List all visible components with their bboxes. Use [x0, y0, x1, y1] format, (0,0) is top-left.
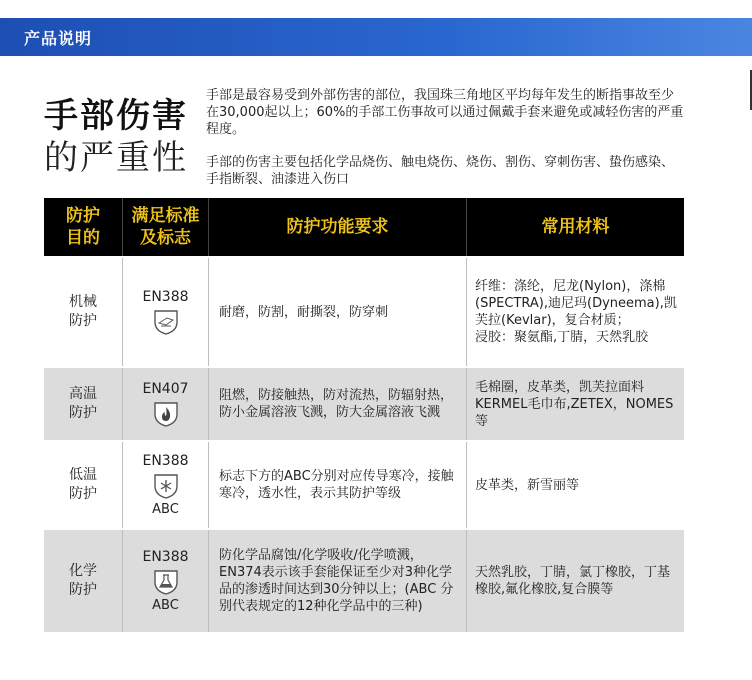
- row-materials: [466, 258, 684, 366]
- row-requirement-text: 耐磨，防割，耐撕裂，防穿刺: [219, 304, 389, 320]
- row-purpose-label: 高温 防护: [69, 386, 97, 421]
- row-requirement: [208, 368, 466, 440]
- intro-paragraph-1: 手部是最容易受到外部伤害的部位，我国珠三角地区平均每年发生的断指事故至少在30,000起以上；60%的手部工伤事故可以通过佩戴手套来避免或减轻伤害的严重程度。: [206, 88, 684, 137]
- row-standard: [122, 368, 208, 440]
- table-header: [44, 198, 684, 256]
- headline-line2: 的严重性: [44, 138, 188, 178]
- row-materials: [466, 530, 684, 632]
- row-purpose: [44, 530, 122, 632]
- row-materials-text: 毛棉圈，皮革类，凯芙拉面料KERMEL毛巾布,ZETEX，NOMES等: [475, 379, 674, 429]
- standard-code: EN407: [142, 380, 189, 397]
- header-standard-label: 满足标准 及标志: [131, 206, 200, 248]
- row-requirement: [208, 530, 466, 632]
- intro-paragraph-2: 手部的伤害主要包括化学品烧伤、触电烧伤、烧伤、割伤、穿刺伤害、蛰伤感染、手指断裂、油漆进入伤口: [206, 155, 675, 187]
- headline-line1: 手部伤害: [44, 96, 188, 136]
- row-requirement-text: 标志下方的ABC分别对应传导寒冷，接触寒冷，透水性，表示其防护等级: [219, 469, 454, 501]
- row-standard: [122, 442, 208, 528]
- header-requirement-label: 防护功能要求: [286, 217, 389, 237]
- mechanical-shield-icon: [153, 308, 179, 336]
- row-purpose-label: 化学 防护: [69, 563, 97, 598]
- banner-title: 产品说明: [24, 29, 93, 48]
- header-purpose-label: 防护 目的: [66, 206, 100, 248]
- row-standard: [122, 258, 208, 366]
- table-row: [44, 366, 684, 440]
- row-requirement-text: 阻燃，防接触热，防对流热，防辐射热，防小金属溶液飞溅，防大金属溶液飞溅: [219, 388, 454, 420]
- row-purpose-label: 低温 防护: [69, 467, 97, 502]
- flame-shield-icon: [153, 400, 179, 428]
- intro-text: [206, 87, 686, 188]
- section-banner: [0, 18, 752, 56]
- row-purpose-label: 机械 防护: [69, 294, 97, 329]
- standard-levels: ABC: [152, 501, 179, 517]
- standard-code: EN388: [142, 452, 189, 469]
- row-materials: [466, 368, 684, 440]
- header-materials: [466, 198, 684, 256]
- row-materials-text: 皮革类，新雪丽等: [475, 477, 580, 493]
- row-materials-text: 纤维：涤纶，尼龙(Nylon)，涤棉(SPECTRA),迪尼玛(Dyneema),凯芙拉(Kevlar)，复合材质； 浸胶：聚氨酯,丁腈，天然乳胶: [475, 279, 677, 345]
- standard-code: EN388: [142, 548, 189, 565]
- protection-table: [44, 198, 684, 632]
- flask-shield-icon: [153, 568, 179, 596]
- table-row: [44, 440, 684, 528]
- table-row: [44, 528, 684, 632]
- row-requirement: [208, 258, 466, 366]
- row-materials: [466, 442, 684, 528]
- header-purpose: [44, 198, 122, 256]
- row-purpose: [44, 368, 122, 440]
- header-requirement: [208, 198, 466, 256]
- snowflake-shield-icon: [153, 472, 179, 500]
- header-standard: [122, 198, 208, 256]
- row-purpose: [44, 258, 122, 366]
- row-materials-text: 天然乳胶，丁腈，氯丁橡胶，丁基橡胶,氟化橡胶,复合膜等: [475, 565, 671, 597]
- table-row: [44, 256, 684, 366]
- header-materials-label: 常用材料: [541, 217, 610, 237]
- standard-code: EN388: [142, 288, 189, 305]
- row-requirement-text: 防化学品腐蚀/化学吸收/化学喷溅，EN374表示该手套能保证至少对3种化学品的渗透时间达到30分钟以上；(ABC 分别代表规定的12种化学品中的三种): [219, 548, 454, 614]
- row-standard: [122, 530, 208, 632]
- row-requirement: [208, 442, 466, 528]
- standard-levels: ABC: [152, 597, 179, 613]
- row-purpose: [44, 442, 122, 528]
